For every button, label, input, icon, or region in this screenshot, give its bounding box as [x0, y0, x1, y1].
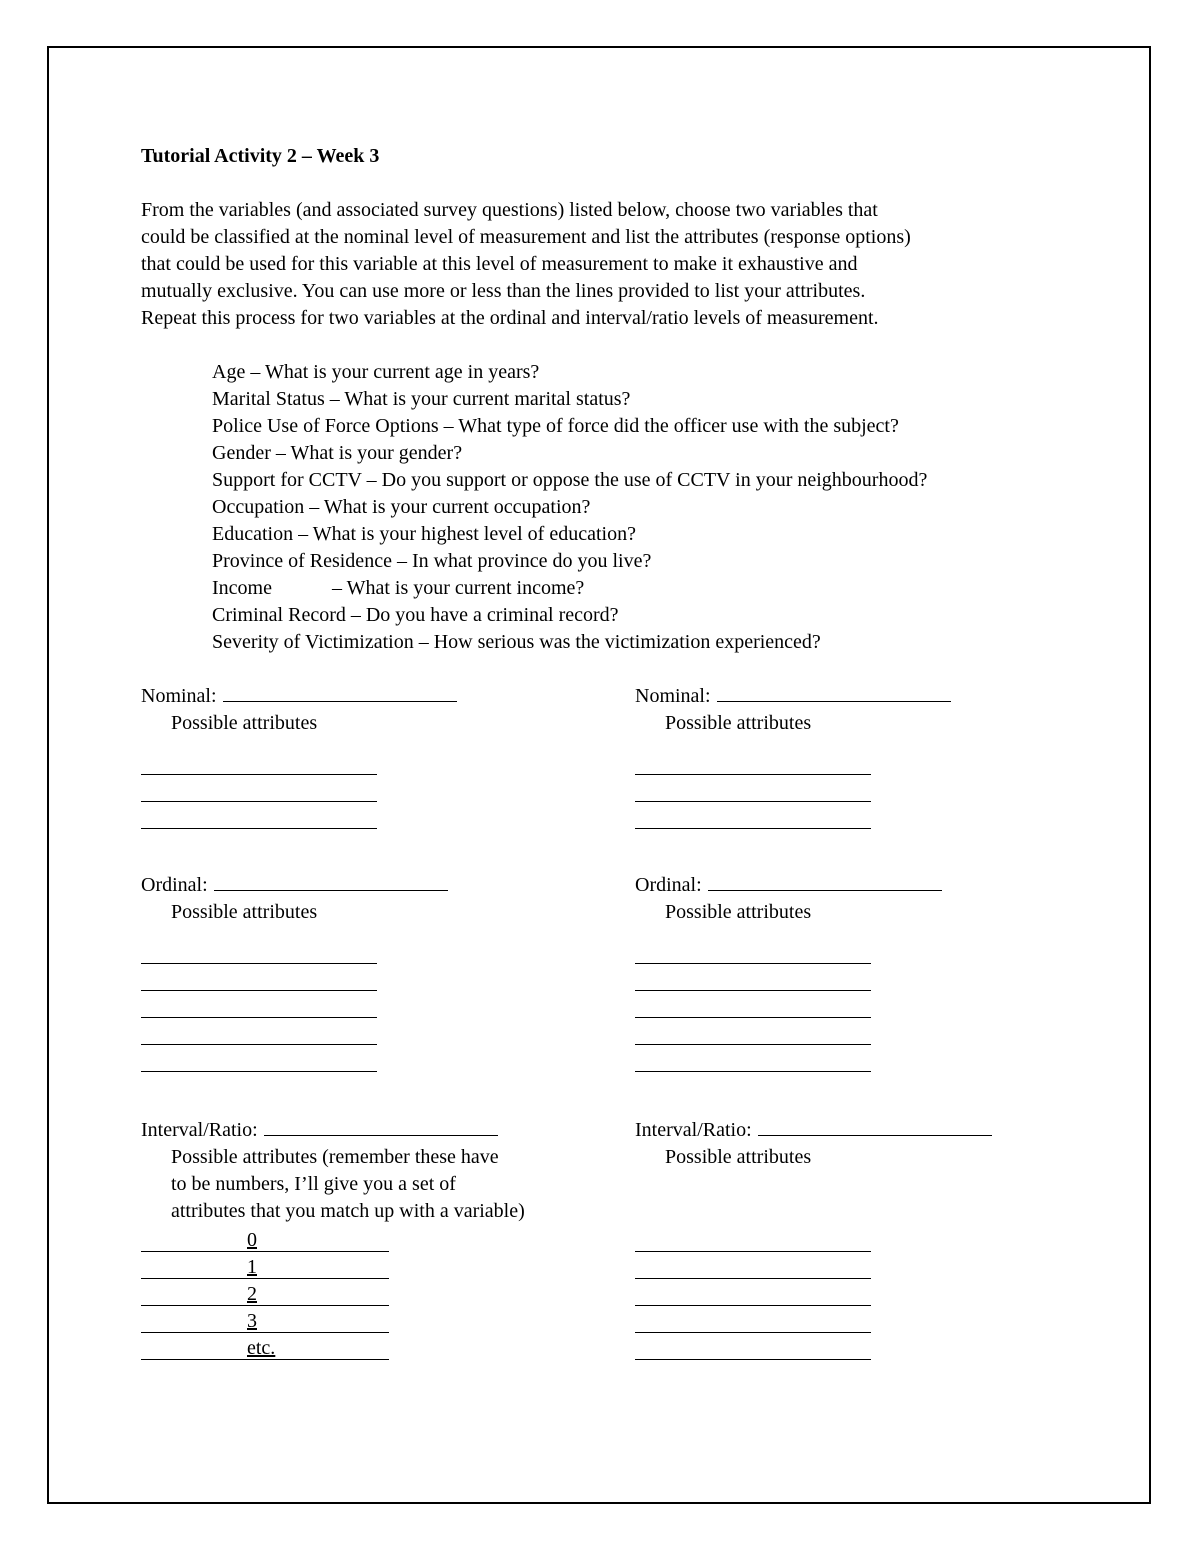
attribute-blank[interactable]	[635, 964, 871, 991]
interval-section-right	[635, 1117, 1035, 1360]
variable-list	[212, 359, 927, 656]
possible-attributes-label: Possible attributes	[665, 1146, 812, 1168]
attribute-blank[interactable]	[635, 937, 871, 964]
attribute-blank[interactable]	[141, 937, 377, 964]
attribute-blank[interactable]	[141, 991, 377, 1018]
attribute-blank[interactable]	[635, 1279, 871, 1306]
numeric-attribute-blank[interactable]	[141, 1279, 389, 1306]
nominal-variable-blank[interactable]	[717, 683, 951, 702]
variable-item: Severity of Victimization – How serious was the victimization experienced?	[212, 631, 821, 653]
variable-item: Criminal Record – Do you have a criminal record?	[212, 604, 619, 626]
attribute-blank[interactable]	[141, 964, 377, 991]
interval-label: Interval/Ratio:	[635, 1119, 752, 1141]
numeric-attribute-blank[interactable]	[141, 1333, 389, 1360]
variable-item: Occupation – What is your current occupation?	[212, 496, 591, 518]
ordinal-section-left	[141, 872, 541, 1072]
attribute-blank[interactable]	[141, 802, 377, 829]
page-title: Tutorial Activity 2 – Week 3	[141, 145, 380, 167]
ordinal-variable-blank[interactable]	[708, 872, 942, 891]
attribute-blank[interactable]	[141, 748, 377, 775]
attribute-blank[interactable]	[635, 748, 871, 775]
interval-variable-blank[interactable]	[264, 1117, 498, 1136]
attribute-blank[interactable]	[635, 1306, 871, 1333]
variable-item: Police Use of Force Options – What type of force did the officer use with the subject?	[212, 415, 899, 437]
attribute-blank[interactable]	[635, 1333, 871, 1360]
numeric-attribute-value: etc.	[247, 1337, 276, 1359]
instruction-line: mutually exclusive. You can use more or less than the lines provided to list your attributes.	[141, 280, 866, 302]
numeric-attribute-blank[interactable]	[141, 1225, 389, 1252]
variable-item: Support for CCTV – Do you support or oppose the use of CCTV in your neighbourhood?	[212, 469, 928, 491]
nominal-variable-blank[interactable]	[223, 683, 457, 702]
attribute-blank[interactable]	[635, 1252, 871, 1279]
variable-item: Marital Status – What is your current marital status?	[212, 388, 631, 410]
attribute-blank[interactable]	[635, 775, 871, 802]
nominal-section-left	[141, 683, 541, 829]
possible-attributes-label: Possible attributes	[665, 712, 812, 734]
interval-label: Interval/Ratio:	[141, 1119, 258, 1141]
ordinal-label: Ordinal:	[141, 874, 208, 896]
instructions	[141, 197, 1081, 332]
attribute-blank[interactable]	[635, 1045, 871, 1072]
ordinal-section-right	[635, 872, 1035, 1072]
attribute-blank[interactable]	[635, 1018, 871, 1045]
attribute-blank[interactable]	[635, 991, 871, 1018]
nominal-label: Nominal:	[141, 685, 217, 707]
ordinal-variable-blank[interactable]	[214, 872, 448, 891]
instruction-line: could be classified at the nominal level of measurement and list the attributes (response options)	[141, 226, 911, 248]
attribute-blank[interactable]	[141, 775, 377, 802]
nominal-label: Nominal:	[635, 685, 711, 707]
instruction-line: From the variables (and associated survey questions) listed below, choose two variables that	[141, 199, 878, 221]
variable-item: Gender – What is your gender?	[212, 442, 463, 464]
ordinal-label: Ordinal:	[635, 874, 702, 896]
nominal-section-right	[635, 683, 1035, 829]
attribute-blank[interactable]	[141, 1045, 377, 1072]
numeric-attribute-value: 0	[247, 1229, 257, 1251]
possible-attributes-label: Possible attributes	[665, 901, 812, 923]
variable-item: Income – What is your current income?	[212, 577, 585, 599]
interval-section-left	[141, 1117, 541, 1360]
numeric-attribute-value: 2	[247, 1283, 257, 1305]
possible-attributes-label: Possible attributes	[171, 901, 318, 923]
instruction-line: Repeat this process for two variables at the ordinal and interval/ratio levels of measurement.	[141, 307, 879, 329]
numeric-attribute-value: 1	[247, 1256, 257, 1278]
attribute-blank[interactable]	[141, 1018, 377, 1045]
variable-item: Education – What is your highest level of education?	[212, 523, 636, 545]
numeric-attribute-blank[interactable]	[141, 1252, 389, 1279]
numeric-attribute-blank[interactable]	[141, 1306, 389, 1333]
variable-item: Province of Residence – In what province do you live?	[212, 550, 652, 572]
interval-note-line: Possible attributes (remember these have	[171, 1146, 499, 1168]
attribute-blank[interactable]	[635, 1225, 871, 1252]
interval-note-line: to be numbers, I’ll give you a set of	[171, 1173, 456, 1195]
numeric-attribute-value: 3	[247, 1310, 257, 1332]
interval-variable-blank[interactable]	[758, 1117, 992, 1136]
instruction-line: that could be used for this variable at this level of measurement to make it exhaustive and	[141, 253, 858, 275]
variable-item: Age – What is your current age in years?	[212, 361, 540, 383]
attribute-blank[interactable]	[635, 802, 871, 829]
interval-note-line: attributes that you match up with a variable)	[171, 1200, 525, 1222]
possible-attributes-label: Possible attributes	[171, 712, 318, 734]
